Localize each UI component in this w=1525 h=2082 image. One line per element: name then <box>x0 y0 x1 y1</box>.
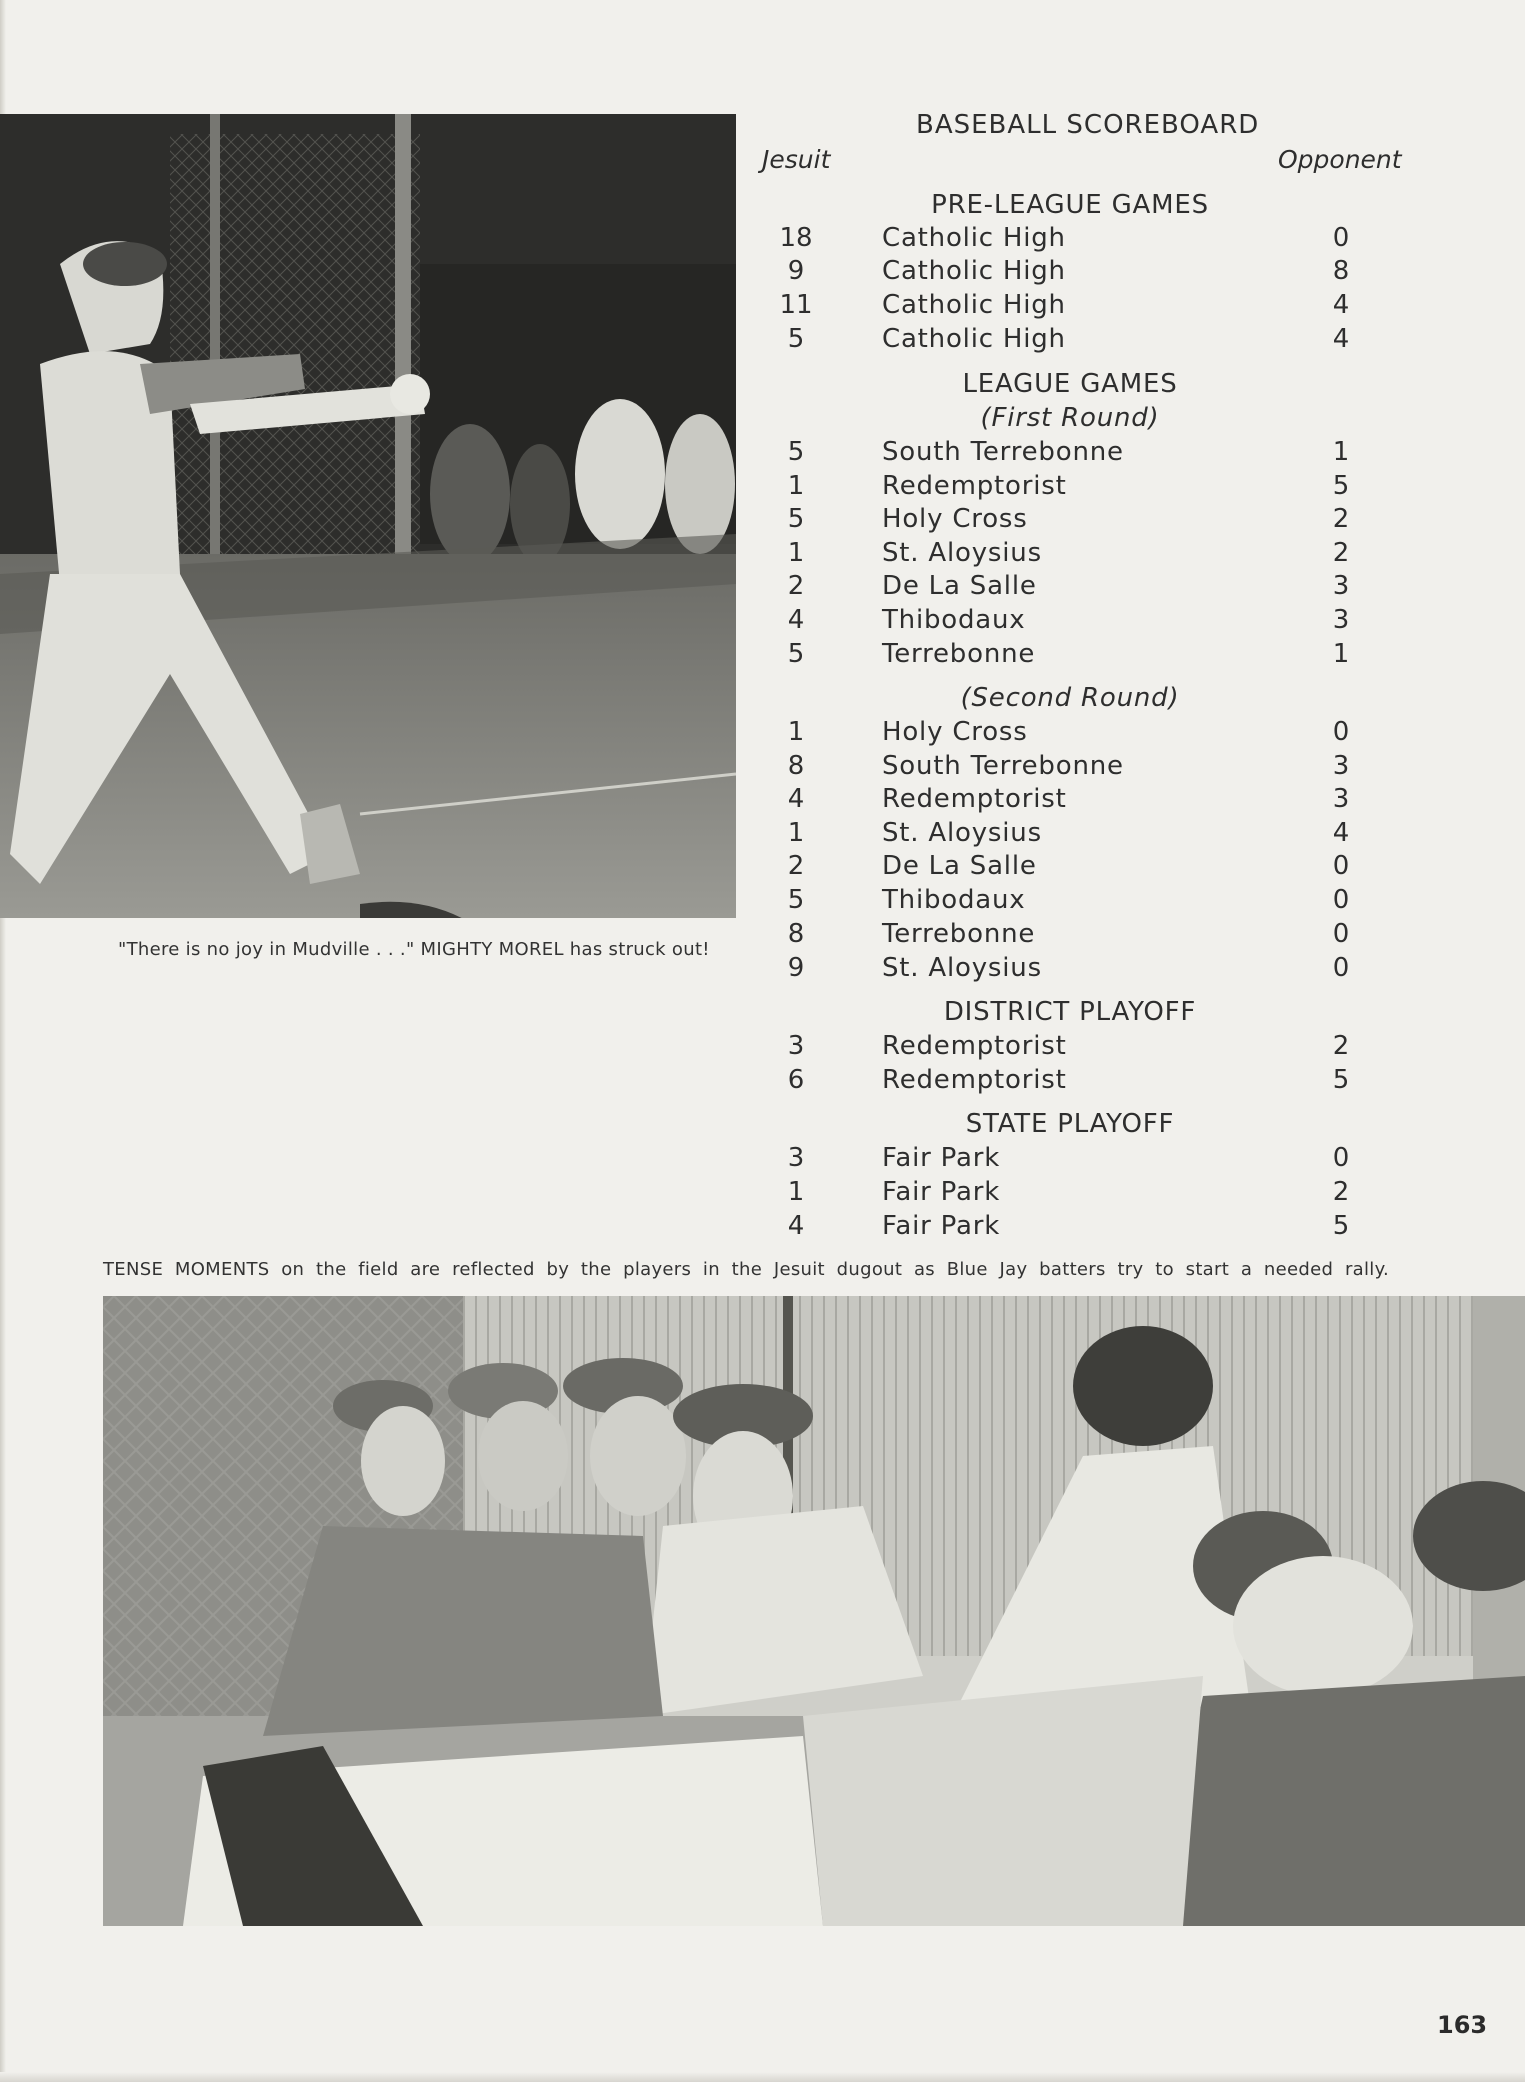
opponent-team: Redemptorist <box>882 1031 1067 1061</box>
section-heading-league: LEAGUE GAMES <box>962 369 1178 399</box>
batter-caption: "There is no joy in Mudville . . ." MIGHTY MOREL has struck out! <box>118 939 710 960</box>
opponent-score: 2 <box>1332 538 1350 568</box>
opponent-team: South Terrebonne <box>882 751 1124 781</box>
jesuit-score: 6 <box>787 1065 805 1095</box>
section-subheading-second-round: (Second Round) <box>960 683 1180 713</box>
jesuit-column-header: Jesuit <box>762 145 831 174</box>
opponent-team: Terrebonne <box>882 919 1036 949</box>
opponent-score: 0 <box>1332 717 1350 747</box>
game-row <box>760 1210 1380 1243</box>
opponent-team: Catholic High <box>882 290 1066 320</box>
game-row <box>760 436 1380 469</box>
game-row <box>760 638 1380 671</box>
opponent-score: 3 <box>1332 784 1350 814</box>
jesuit-score: 9 <box>787 256 805 286</box>
opponent-team: St. Aloysius <box>882 538 1042 568</box>
opponent-score: 2 <box>1332 1031 1350 1061</box>
section-heading-pre-league: PRE-LEAGUE GAMES <box>931 190 1209 220</box>
opponent-score: 4 <box>1332 818 1350 848</box>
opponent-team: St. Aloysius <box>882 953 1042 983</box>
opponent-team: De La Salle <box>882 851 1037 881</box>
opponent-score: 0 <box>1332 953 1350 983</box>
opponent-team: Redemptorist <box>882 471 1067 501</box>
opponent-team: Redemptorist <box>882 1065 1067 1095</box>
jesuit-score: 8 <box>787 919 805 949</box>
game-row <box>760 537 1380 570</box>
game-row <box>760 817 1380 850</box>
jesuit-score: 18 <box>779 223 813 253</box>
batter-photo-image <box>0 114 736 918</box>
opponent-score: 0 <box>1332 223 1350 253</box>
opponent-score: 2 <box>1332 1177 1350 1207</box>
opponent-score: 3 <box>1332 605 1350 635</box>
page-number: 163 <box>1437 2011 1488 2039</box>
jesuit-score: 5 <box>787 504 805 534</box>
game-row <box>760 1064 1380 1097</box>
opponent-score: 5 <box>1332 1211 1350 1241</box>
opponent-team: De La Salle <box>882 571 1037 601</box>
game-row <box>760 1142 1380 1175</box>
opponent-score: 3 <box>1332 751 1350 781</box>
section-heading-district-playoff: DISTRICT PLAYOFF <box>943 997 1197 1027</box>
game-row <box>760 255 1380 288</box>
game-row <box>760 503 1380 536</box>
game-row <box>760 323 1380 356</box>
page-bottom-edge <box>0 2072 1525 2082</box>
jesuit-score: 4 <box>787 605 805 635</box>
opponent-team: Terrebonne <box>882 639 1036 669</box>
opponent-score: 0 <box>1332 919 1350 949</box>
jesuit-score: 9 <box>787 953 805 983</box>
jesuit-score: 1 <box>787 538 805 568</box>
batter-photo <box>0 114 736 918</box>
section-subheading-first-round: (First Round) <box>980 403 1160 433</box>
opponent-score: 3 <box>1332 571 1350 601</box>
opponent-team: Catholic High <box>882 256 1066 286</box>
game-row <box>760 222 1380 255</box>
jesuit-score: 1 <box>787 818 805 848</box>
jesuit-score: 2 <box>787 571 805 601</box>
opponent-score: 0 <box>1332 851 1350 881</box>
opponent-team: Thibodaux <box>882 885 1026 915</box>
game-row <box>760 918 1380 951</box>
jesuit-score: 5 <box>787 639 805 669</box>
opponent-team: Holy Cross <box>882 717 1028 747</box>
jesuit-score: 4 <box>787 1211 805 1241</box>
opponent-team: Fair Park <box>882 1143 1001 1173</box>
opponent-team: Fair Park <box>882 1177 1001 1207</box>
game-row <box>760 604 1380 637</box>
opponent-team: Catholic High <box>882 223 1066 253</box>
opponent-team: Fair Park <box>882 1211 1001 1241</box>
dugout-caption: TENSE MOMENTS on the field are reflected by the players in the Jesuit dugout as Blue Jay batters try to start a needed rally. <box>103 1259 1389 1280</box>
section-heading-state-playoff: STATE PLAYOFF <box>965 1109 1175 1139</box>
opponent-team: Catholic High <box>882 324 1066 354</box>
jesuit-score: 5 <box>787 885 805 915</box>
jesuit-score: 1 <box>787 471 805 501</box>
opponent-score: 5 <box>1332 471 1350 501</box>
opponent-team: Holy Cross <box>882 504 1028 534</box>
opponent-score: 4 <box>1332 324 1350 354</box>
dugout-photo-image <box>103 1296 1525 1926</box>
jesuit-score: 5 <box>787 437 805 467</box>
scoreboard-title: BASEBALL SCOREBOARD <box>916 110 1260 140</box>
game-row <box>760 570 1380 603</box>
game-row <box>760 1030 1380 1063</box>
jesuit-score: 2 <box>787 851 805 881</box>
jesuit-score: 3 <box>787 1031 805 1061</box>
jesuit-score: 5 <box>787 324 805 354</box>
game-row <box>760 952 1380 985</box>
game-row <box>760 716 1380 749</box>
opponent-team: South Terrebonne <box>882 437 1124 467</box>
jesuit-score: 4 <box>787 784 805 814</box>
opponent-score: 0 <box>1332 885 1350 915</box>
jesuit-score: 3 <box>787 1143 805 1173</box>
opponent-score: 2 <box>1332 504 1350 534</box>
jesuit-score: 8 <box>787 751 805 781</box>
game-row <box>760 289 1380 322</box>
opponent-score: 8 <box>1332 256 1350 286</box>
game-row <box>760 783 1380 816</box>
dugout-photo <box>103 1296 1525 1926</box>
jesuit-score: 1 <box>787 717 805 747</box>
opponent-score: 1 <box>1332 437 1350 467</box>
opponent-column-header: Opponent <box>1278 145 1402 174</box>
game-row <box>760 470 1380 503</box>
opponent-team: St. Aloysius <box>882 818 1042 848</box>
jesuit-score: 11 <box>779 290 813 320</box>
game-row <box>760 884 1380 917</box>
game-row <box>760 850 1380 883</box>
opponent-team: Redemptorist <box>882 784 1067 814</box>
opponent-score: 4 <box>1332 290 1350 320</box>
opponent-score: 1 <box>1332 639 1350 669</box>
game-row <box>760 1176 1380 1209</box>
opponent-team: Thibodaux <box>882 605 1026 635</box>
opponent-score: 0 <box>1332 1143 1350 1173</box>
opponent-score: 5 <box>1332 1065 1350 1095</box>
game-row <box>760 750 1380 783</box>
jesuit-score: 1 <box>787 1177 805 1207</box>
